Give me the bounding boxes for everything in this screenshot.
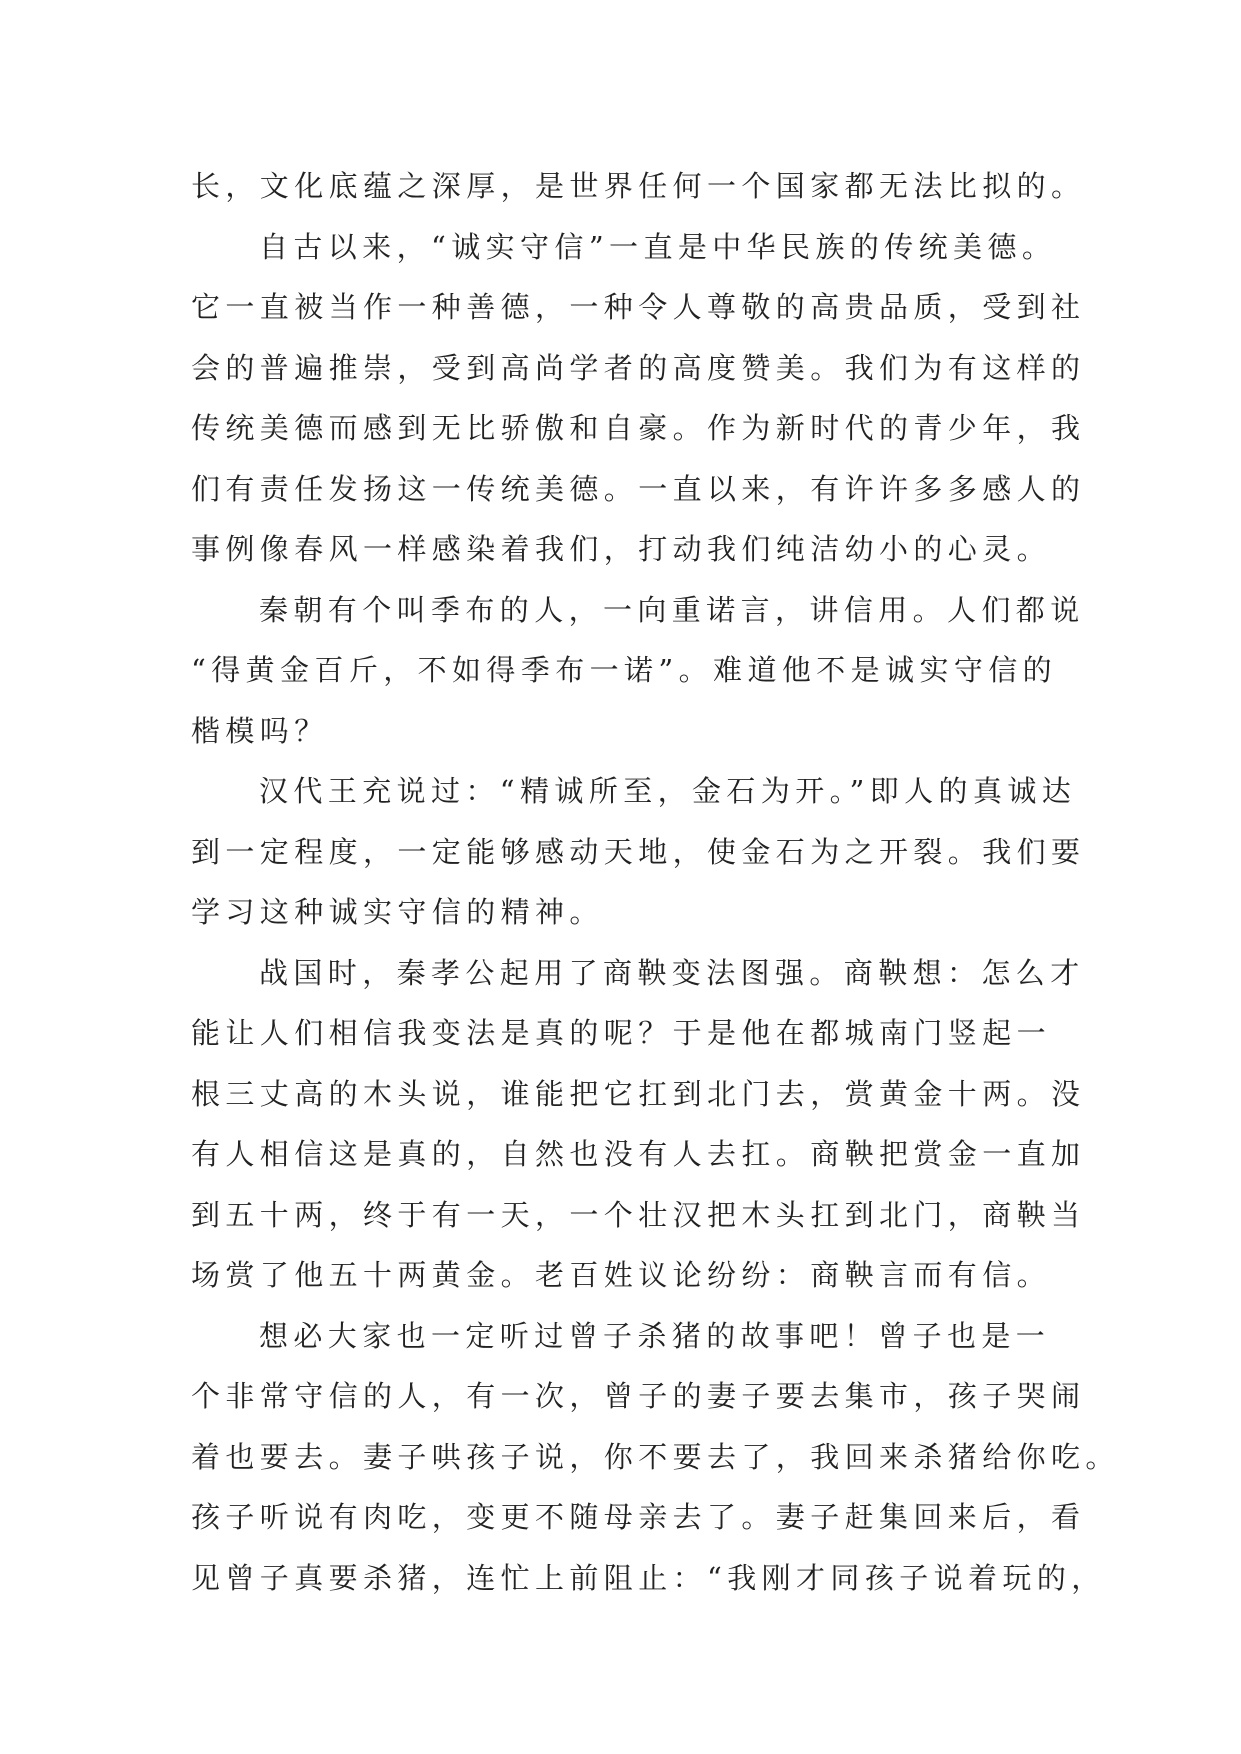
text-line: 能让人们相信我变法是真的呢？于是他在都城南门竖起一 (191, 1016, 1052, 1050)
text-line: 事例像春风一样感染着我们，打动我们纯洁幼小的心灵。 (191, 532, 1052, 566)
text-line: 会的普遍推崇，受到高尚学者的高度赞美。我们为有这样的 (191, 350, 1086, 385)
text-line: 根三丈高的木头说，谁能把它扛到北门去，赏黄金十两。没 (191, 1076, 1086, 1111)
paragraph-first-line: 秦朝有个叫季布的人，一向重诺言，讲信用。人们都说 (259, 592, 1085, 627)
text-line: 们有责任发扬这一传统美德。一直以来，有许许多多感人的 (191, 471, 1086, 506)
text-line: 个非常守信的人，有一次，曾子的妻子要去集市，孩子哭闹 (191, 1379, 1086, 1413)
text-line: “得黄金百斤，不如得季布一诺”。难道他不是诚实守信的 (191, 653, 1058, 687)
paragraph-first-line: 战国时，秦孝公起用了商鞅变法图强。商鞅想：怎么才 (259, 955, 1085, 990)
paragraph-first-line: 汉代王充说过：“精诚所至，金石为开。”即人的真诚达 (259, 774, 1077, 808)
body-text (191, 156, 1120, 1608)
text-line: 到五十两，终于有一天，一个壮汉把木头扛到北门，商鞅当 (191, 1197, 1086, 1232)
text-line: 它一直被当作一种善德，一种令人尊敬的高贵品质，受到社 (191, 290, 1086, 324)
paragraph-first-line: 想必大家也一定听过曾子杀猪的故事吧！曾子也是一 (259, 1318, 1051, 1353)
text-line: 学习这种诚实守信的精神。 (191, 895, 604, 929)
text-line: 孩子听说有肉吃，变更不随母亲去了。妻子赶集回来后，看 (191, 1500, 1086, 1534)
text-line: 长，文化底蕴之深厚，是世界任何一个国家都无法比拟的。 (191, 169, 1086, 203)
text-line: 到一定程度，一定能够感动天地，使金石为之开裂。我们要 (191, 834, 1086, 869)
paragraph-first-line: 自古以来，“诚实守信”一直是中华民族的传统美德。 (259, 229, 1057, 264)
text-line: 着也要去。妻子哄孩子说，你不要去了，我回来杀猪给你吃。 (191, 1439, 1120, 1474)
text-line: 见曾子真要杀猪，连忙上前阻止：“我刚才同孩子说着玩的， (191, 1560, 1106, 1595)
text-line: 楷模吗？ (191, 713, 329, 748)
text-line: 传统美德而感到无比骄傲和自豪。作为新时代的青少年，我 (191, 411, 1086, 445)
text-line: 有人相信这是真的，自然也没有人去扛。商鞅把赏金一直加 (191, 1137, 1086, 1171)
text-line: 场赏了他五十两黄金。老百姓议论纷纷：商鞅言而有信。 (191, 1258, 1052, 1292)
